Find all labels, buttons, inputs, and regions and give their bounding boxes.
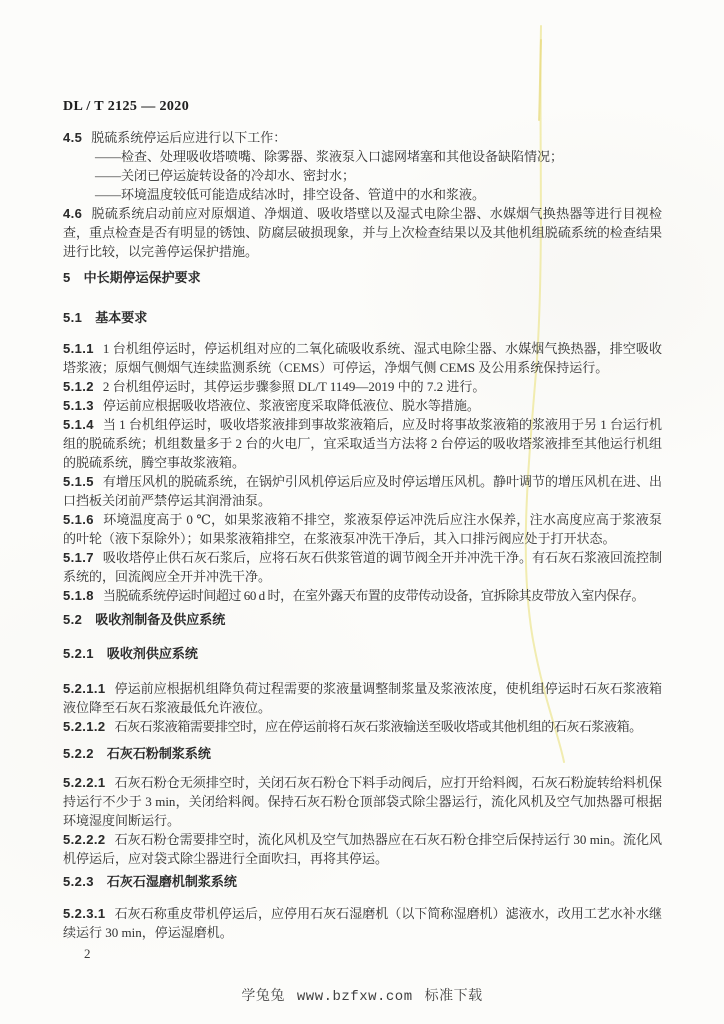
heading-5	[63, 268, 662, 287]
clause-5-2-2-2	[63, 830, 662, 868]
clause-text: 脱硫系统停运后应进行以下工作：	[91, 130, 287, 145]
clause-number: 5.1.2	[63, 379, 94, 394]
clause-number: 5.2.3.1	[63, 906, 106, 921]
page-number: 2	[84, 946, 91, 961]
clause-5-1-7	[63, 548, 662, 586]
clause-text: 当脱硫系统停运时间超过 60 d 时，在室外露天布置的皮带传动设备，宜拆除其皮带放入室内保存。	[102, 588, 645, 603]
clause-4-6	[63, 204, 662, 261]
heading-title: 吸收剂制备及供应系统	[95, 612, 226, 627]
heading-5-2-3	[63, 872, 662, 891]
clause-number: 4.6	[63, 206, 83, 221]
clause-number: 5.2.2.2	[63, 832, 106, 847]
heading-number: 5	[63, 270, 71, 285]
heading-title: 石灰石湿磨机制浆系统	[106, 874, 237, 889]
clause-text: 吸收塔停止供石灰石浆后，应将石灰石供浆管道的调节阀全开并冲洗干净。有石灰石浆液回流控制系统的，回流阀应全开并冲洗干净。	[63, 550, 662, 584]
clause-number: 5.2.1.1	[63, 681, 106, 696]
watermark-url: www.bzfxw.com	[296, 989, 413, 1005]
clause-5-1-3	[63, 396, 662, 415]
clause-number: 4.5	[63, 130, 83, 145]
heading-5-2	[63, 610, 662, 629]
clause-4-5-item-1: ——检查、处理吸收塔喷嘴、除雾器、浆液泵入口滤网堵塞和其他设备缺陷情况；	[95, 149, 564, 164]
clause-text: 停运前应根据吸收塔液位、浆液密度采取降低液位、脱水等措施。	[102, 398, 480, 413]
clause-4-5	[63, 128, 662, 147]
clause-text: 环境温度高于 0 ℃，如果浆液箱不排空，浆液泵停运冲洗后应注水保养，注水高度应高于浆液泵的叶轮（液下泵除外）；如果浆液箱排空，在浆液泵冲洗干净后，其入口排污阀应处于打开状态。	[63, 512, 662, 546]
clause-text: 1 台机组停运时，停运机组对应的二氧化硫吸收系统、湿式电除尘器、水媒烟气换热器，排空吸收塔浆液；原烟气侧烟气连续监测系统（CEMS）可停运，净烟气侧 CEMS 及公用系统保持运行。	[63, 341, 662, 375]
watermark-footer	[0, 985, 724, 1005]
watermark-site-name: 学兔兔	[241, 989, 285, 1004]
clause-text: 石灰石粉仓无须排空时，关闭石灰石粉仓下料手动阀后，应打开给料阀，石灰石粉旋转给料机保持运行不少于 3 min，关闭给料阀。保持石灰石粉仓顶部袋式除尘器运行，流化风机及空气加热器可根据环境湿度间断运行。	[63, 775, 662, 828]
clause-text: 当 1 台机组停运时，吸收塔浆液排到事故浆液箱后，应及时将事故浆液箱的浆液用于另 1 台运行机组的脱硫系统；机组数量多于 2 台的火电厂，宜采取适当方法将 2 台停运的吸收塔浆液排至其他运行机组的脱硫系统，腾空事故浆液箱。	[63, 417, 662, 470]
clause-5-1-8	[63, 586, 662, 605]
clause-text: 石灰石粉仓需要排空时，流化风机及空气加热器应在石灰石粉仓排空后保持运行 30 min。流化风机停运后，应对袋式除尘器进行全面吹扫，再将其停运。	[63, 832, 662, 866]
clause-5-2-1-2	[63, 717, 662, 736]
clause-5-2-2-1	[63, 773, 662, 830]
heading-title: 石灰石粉制浆系统	[106, 746, 211, 761]
clause-number: 5.1.5	[63, 474, 94, 489]
heading-title: 基本要求	[95, 310, 148, 325]
clause-number: 5.1.1	[63, 341, 94, 356]
clause-5-2-1-1	[63, 679, 662, 717]
clause-5-1-1	[63, 339, 662, 377]
heading-title: 中长期停运保护要求	[83, 270, 201, 285]
clause-number: 5.1.6	[63, 512, 94, 527]
clause-5-2-3-1	[63, 904, 662, 942]
heading-5-2-1	[63, 644, 662, 663]
clause-number: 5.1.8	[63, 588, 94, 603]
clause-text: 2 台机组停运时，其停运步骤参照 DL/T 1149—2019 中的 7.2 进行。	[102, 379, 486, 394]
heading-number: 5.1	[63, 310, 83, 325]
clause-number: 5.1.4	[63, 417, 94, 432]
clause-4-5-item-2: ——关闭已停运旋转设备的冷却水、密封水；	[95, 168, 356, 183]
clause-number: 5.1.7	[63, 550, 94, 565]
clause-text: 有增压风机的脱硫系统，在锅炉引风机停运后应及时停运增压风机。静叶调节的增压风机在进、出口挡板关闭前严禁停运其润滑油泵。	[63, 474, 662, 508]
heading-number: 5.2.3	[63, 874, 94, 889]
clause-number: 5.2.1.2	[63, 719, 106, 734]
clause-4-5-item-3: ——环境温度较低可能造成结冰时，排空设备、管道中的水和浆液。	[95, 187, 486, 202]
heading-5-2-2	[63, 744, 662, 763]
heading-number: 5.2.2	[63, 746, 94, 761]
clause-text: 脱硫系统启动前应对原烟道、净烟道、吸收塔壁以及湿式电除尘器、水媒烟气换热器等进行目视检查，重点检查是否有明显的锈蚀、防腐层破损现象，并与上次检查结果以及其他机组脱硫系统的检查结果进行比较，以完善停运保护措施。	[63, 206, 662, 259]
clause-5-1-4	[63, 415, 662, 472]
clause-number: 5.2.2.1	[63, 775, 106, 790]
clause-text: 石灰石称重皮带机停运后，应停用石灰石湿磨机（以下简称湿磨机）滤液水，改用工艺水补水继续运行 30 min，停运湿磨机。	[63, 906, 662, 940]
clause-text: 停运前应根据机组降负荷过程需要的浆液量调整制浆量及浆液浓度，使机组停运时石灰石浆液箱液位降至石灰石浆液最低允许液位。	[63, 681, 662, 715]
clause-5-1-2	[63, 377, 662, 396]
heading-number: 5.2	[63, 612, 83, 627]
standard-number: DL / T 2125 — 2020	[63, 99, 190, 114]
clause-5-1-6	[63, 510, 662, 548]
clause-text: 石灰石浆液箱需要排空时，应在停运前将石灰石浆液输送至吸收塔或其他机组的石灰石浆液箱。	[114, 719, 642, 734]
document-content	[63, 97, 662, 942]
heading-number: 5.2.1	[63, 646, 94, 661]
watermark-suffix: 标准下载	[424, 989, 483, 1004]
clause-number: 5.1.3	[63, 398, 94, 413]
heading-5-1	[63, 308, 662, 327]
clause-5-1-5	[63, 472, 662, 510]
heading-title: 吸收剂供应系统	[106, 646, 198, 661]
